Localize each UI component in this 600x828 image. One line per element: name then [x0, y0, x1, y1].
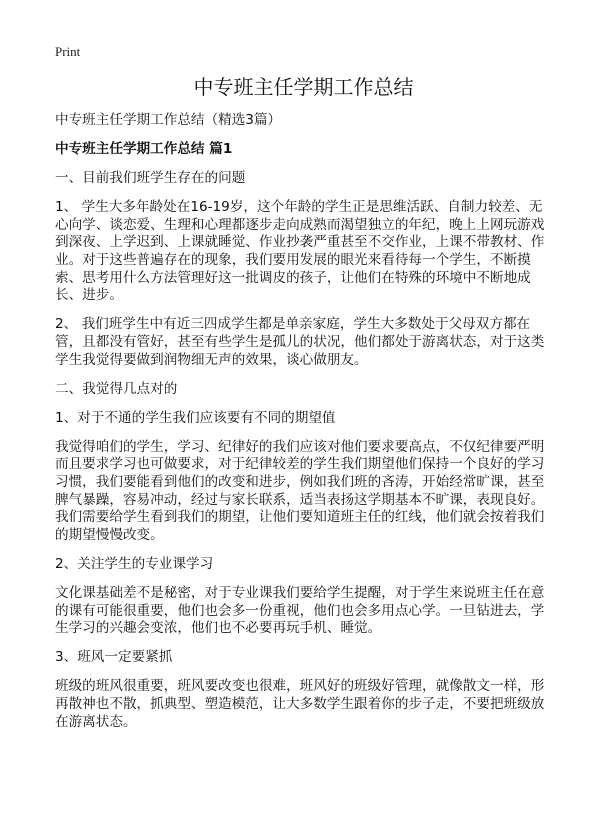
- heading-points: 二、我觉得几点对的: [55, 380, 178, 397]
- print-link[interactable]: Print: [55, 44, 81, 59]
- paragraph: 我觉得咱们的学生，学习、纪律好的我们应该对他们要求要高点，不仅纪律要严明而且要求学习也可做要求，对于纪律较差的学生我们期望他们保持一个良好的学习习惯，我们要能看到他们的改变和进步，例如我们班的吝涛，开始经常旷课，甚至脾气暴躁，容易冲动，经过与家长联系，适当表扬这学期基本不旷课，表现良好。我们需要给学生看到我们的期望，让他们要知道班主任的红线，他们就会按着我们的期望慢慢改变。: [55, 438, 545, 543]
- heading-problems: 一、目前我们班学生存在的问题: [55, 170, 246, 187]
- section-heading: 中专班主任学期工作总结 篇1: [55, 141, 233, 158]
- subheading: 1、对于不通的学生我们应该要有不同的期望值: [55, 409, 336, 426]
- paragraph: 1、 学生大多年龄处在16-19岁，这个年龄的学生正是思维活跃、自制力较差、无心向学、谈恋爱、生理和心理都逐步走向成熟而渴望独立的年纪，晚上上网玩游戏到深夜、上学迟到、上课就睡觉、作业抄袭严重甚至不交作业，上课不带教材、作业。对于这些普遍存在的现象，我们要用发展的眼光来看待每一个学生，不断摸索、思考用什么方法管理好这一批调皮的孩子，让他们在特殊的环境中不断地成长、进步。: [55, 199, 545, 304]
- subheading: 3、班风一定要紧抓: [55, 649, 173, 666]
- document-subtitle: 中专班主任学期工作总结（精选3篇）: [55, 112, 282, 128]
- document-title: 中专班主任学期工作总结: [193, 75, 414, 99]
- paragraph: 2、 我们班学生中有近三四成学生都是单亲家庭，学生大多数处于父母双方都在管，且都没有管好，甚至有些学生是孤儿的状况，他们都处于游离状态，对于这类学生我觉得要做到润物细无声的效果，谈心做朋友。: [55, 316, 545, 368]
- subheading: 2、关注学生的专业课学习: [55, 555, 214, 572]
- paragraph: 文化课基础差不是秘密，对于专业课我们要给学生提醒，对于学生来说班主任在意的课有可能很重要，他们也会多一份重视，他们也会多用点心学。一旦钻进去，学生学习的兴趣会变浓，他们也不必要再玩手机、睡觉。: [55, 584, 545, 637]
- paragraph: 班级的班风很重要，班风要改变也很难，班风好的班级好管理，就像散文一样，形再散神也不散，抓典型、塑造模范，让大多数学生跟着你的步子走，不要把班级放在游离状态。: [55, 678, 545, 730]
